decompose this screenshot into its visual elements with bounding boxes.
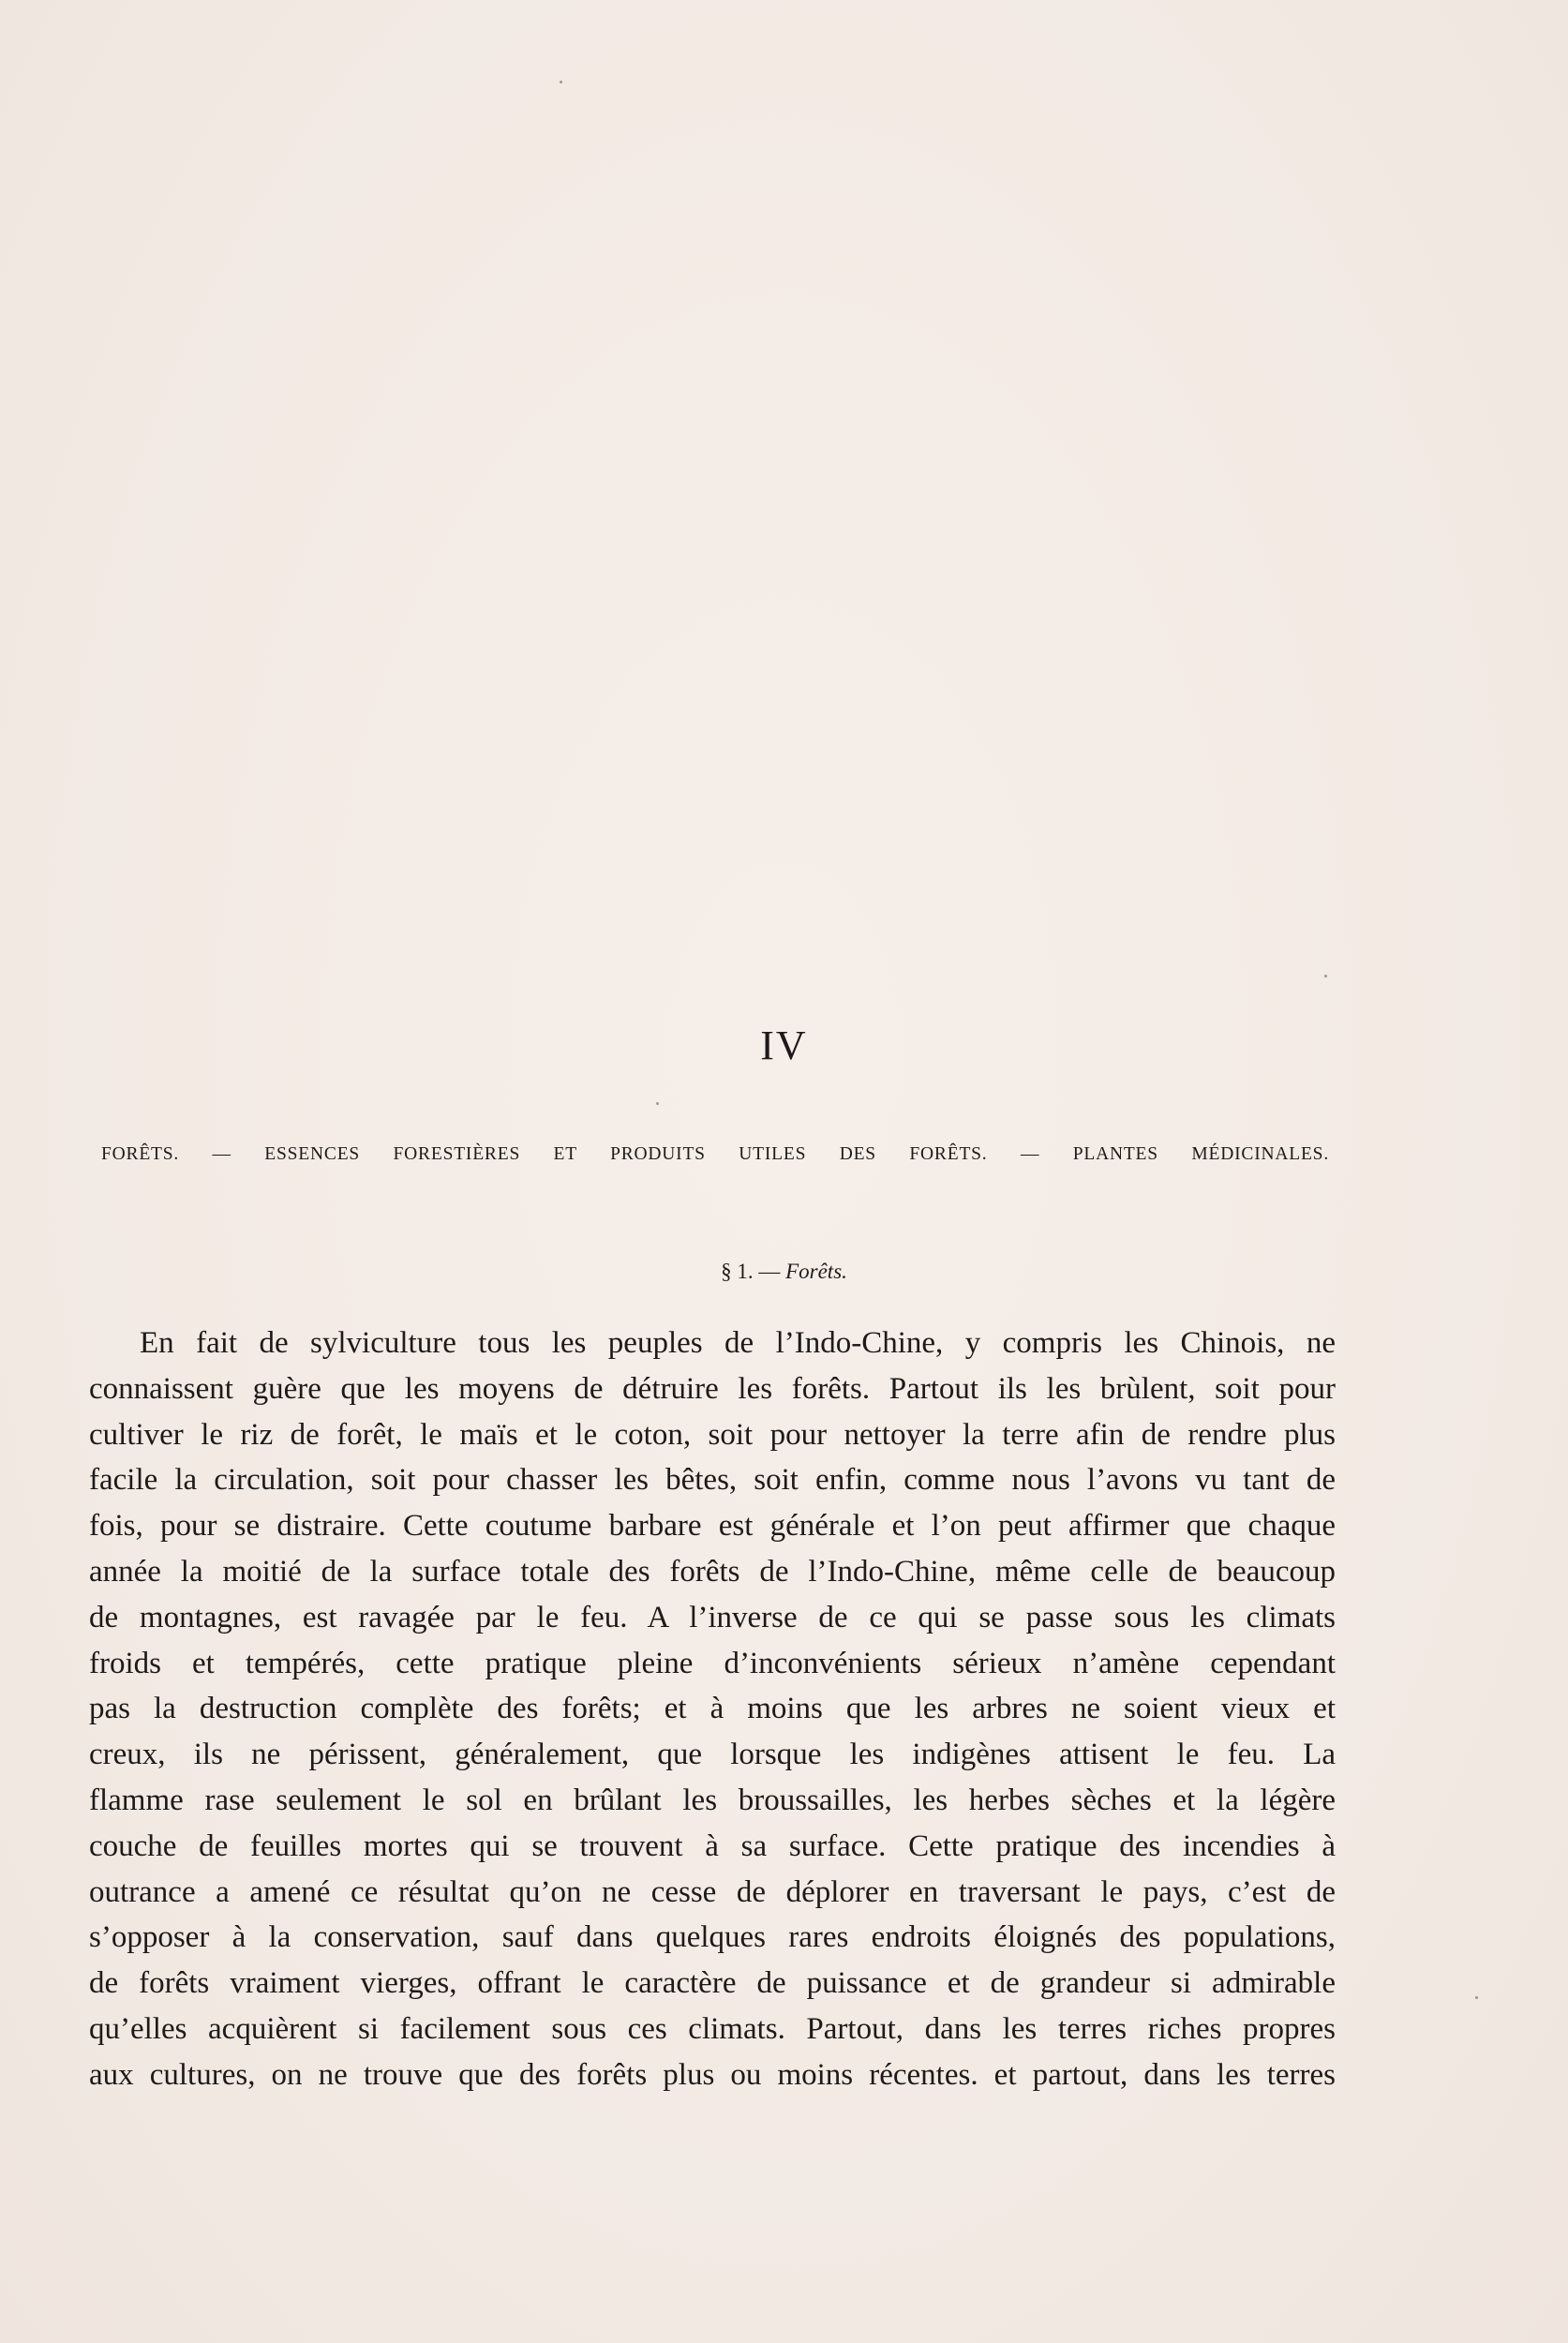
text-line: outrance a amené ce résultat qu’on ne cesse de déplorer en traversant le pays, c’est de [89, 1874, 1336, 1909]
text-line: fois, pour se distraire. Cette coutume barbare est générale et l’on peut affirmer que chaque [89, 1509, 1336, 1544]
text-line: facile la circulation, soit pour chasser les bêtes, soit enfin, comme nous l’avons vu tant de [89, 1463, 1336, 1498]
paper-speck [656, 1102, 659, 1105]
text-line: qu’elles acquièrent si facilement sous ces climats. Partout, dans les terres riches propres [89, 2011, 1336, 2046]
text-line: cultiver le riz de forêt, le maïs et le coton, soit pour nettoyer la terre afin de rendre plus [89, 1417, 1336, 1452]
paper-speck [560, 81, 562, 83]
chapter-heading: FORÊTS. — ESSENCES FORESTIÈRES ET PRODUITS UTILES DES FORÊTS. — PLANTES MÉDICINALES. [101, 1144, 1329, 1164]
body-paragraph [89, 1321, 1336, 2098]
text-line: aux cultures, on ne trouve que des forêts plus ou moins récentes. et partout, dans les terres [89, 2057, 1336, 2092]
text-line: de forêts vraiment vierges, offrant le caractère de puissance et de grandeur si admirable [89, 1966, 1336, 2001]
paper-speck [1475, 1996, 1478, 1999]
text-line: creux, ils ne périssent, généralement, que lorsque les indigènes attisent le feu. La [89, 1738, 1336, 1772]
text-line: pas la destruction complète des forêts; et à moins que les arbres ne soient vieux et [89, 1692, 1336, 1726]
paper-speck [1324, 975, 1327, 977]
text-line: connaissent guère que les moyens de détruire les forêts. Partout ils les brùlent, soit pour [89, 1371, 1336, 1406]
chapter-number: IV [760, 1022, 808, 1068]
text-line: froids et tempérés, cette pratique pleine d’inconvénients sérieux n’amène cependant [89, 1646, 1336, 1680]
section-heading [0, 1260, 1568, 1284]
text-line: flamme rase seulement le sol en brûlant les broussailles, les herbes sèches et la légère [89, 1783, 1336, 1817]
text-line: s’opposer à la conservation, sauf dans quelques rares endroits éloignés des populations, [89, 1920, 1336, 1955]
text-line: de montagnes, est ravagée par le feu. A l’inverse de ce qui se passe sous les climats [89, 1600, 1336, 1634]
text-line: année la moitié de la surface totale des forêts de l’Indo-Chine, même celle de beaucoup [89, 1554, 1336, 1589]
section-number: § 1. — [721, 1260, 781, 1283]
text-line: En fait de sylviculture tous les peuples de l’Indo-Chine, y compris les Chinois, ne [140, 1326, 1336, 1360]
text-line: couche de feuilles mortes qui se trouvent à sa surface. Cette pratique des incendies à [89, 1828, 1336, 1863]
section-title: Forêts. [785, 1260, 847, 1283]
